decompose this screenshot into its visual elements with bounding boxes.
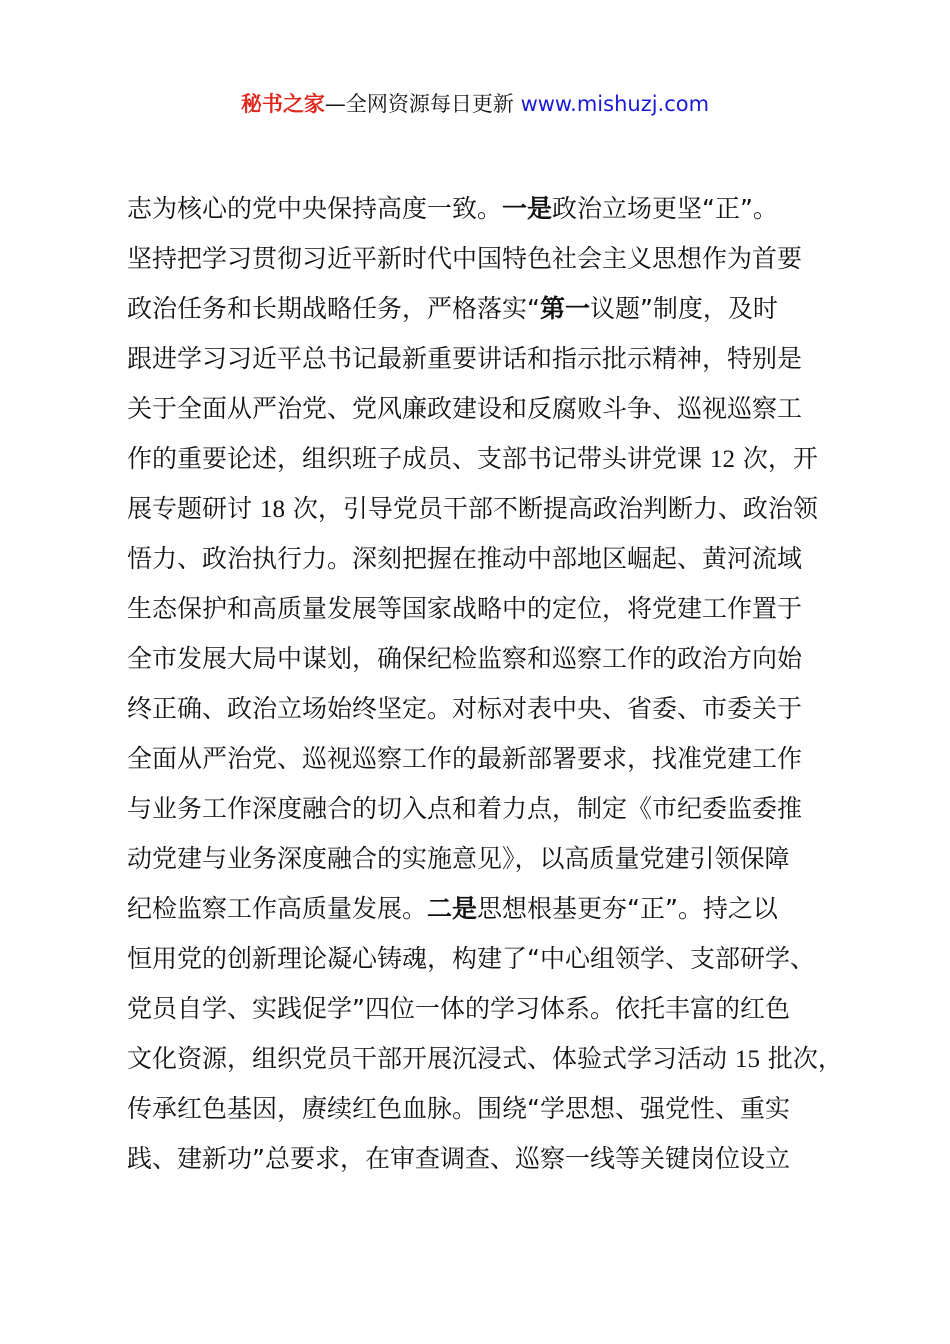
text-line	[127, 284, 847, 334]
text-segment: 终正确、政治立场始终坚定。对标对表中央、省委、市委关于	[127, 694, 803, 723]
text-segment: 志为核心的党中央保持高度一致。	[127, 194, 503, 223]
text-segment: 纪检监察工作高质量发展。	[127, 894, 428, 923]
text-segment: 传承红色基因，赓续红色血脉。围绕“学思想、强党性、重实	[127, 1094, 790, 1123]
text-segment: 批次，	[759, 1044, 843, 1073]
number-text: 15	[734, 1046, 760, 1073]
text-line	[127, 1134, 847, 1184]
text-line	[127, 984, 847, 1034]
header-brand: 秘书之家	[240, 92, 325, 116]
text-segment: 思想根基更夯“正”。持之以	[477, 894, 778, 923]
bold-text: 第一	[539, 294, 590, 323]
text-segment: 展专题研讨	[127, 494, 260, 523]
text-line	[127, 1034, 847, 1084]
text-line	[127, 1084, 847, 1134]
text-segment: 动党建与业务深度融合的实施意见》，以高质量党建引领保障	[127, 844, 790, 873]
text-segment: 政治任务和长期战略任务，严格落实“	[127, 294, 540, 323]
text-line	[127, 434, 847, 484]
text-line	[127, 884, 847, 934]
bold-text: 二是	[427, 894, 478, 923]
text-segment: 与业务工作深度融合的切入点和着力点，制定《市纪委监委推	[127, 794, 803, 823]
number-text: 18	[259, 496, 285, 523]
text-segment: 悟力、政治执行力。深刻把握在推动中部地区崛起、黄河流域	[127, 544, 803, 573]
text-segment: 生态保护和高质量发展等国家战略中的定位，将党建工作置于	[127, 594, 803, 623]
text-line	[127, 234, 847, 284]
text-segment: 全面从严治党、巡视巡察工作的最新部署要求，找准党建工作	[127, 744, 803, 773]
text-line	[127, 484, 847, 534]
text-segment: 政治立场更坚“正”。	[552, 194, 778, 223]
text-segment: 跟进学习习近平总书记最新重要讲话和指示批示精神，特别是	[127, 344, 803, 373]
page-header	[0, 89, 950, 119]
bold-text: 一是	[502, 194, 553, 223]
text-segment: 关于全面从严治党、党风廉政建设和反腐败斗争、巡视巡察工	[127, 394, 803, 423]
text-line	[127, 384, 847, 434]
text-segment: 次，开	[734, 444, 818, 473]
text-line	[127, 834, 847, 884]
text-segment: 坚持把学习贯彻习近平新时代中国特色社会主义思想作为首要	[127, 244, 803, 273]
text-line	[127, 334, 847, 384]
text-segment: 践、建新功”总要求，在审查调查、巡察一线等关键岗位设立	[127, 1144, 790, 1173]
text-line	[127, 934, 847, 984]
text-segment: 恒用党的创新理论凝心铸魂，构建了“中心组领学、支部研学、	[127, 944, 815, 973]
text-segment: 党员自学、实践促学”四位一体的学习体系。依托丰富的红色	[127, 994, 790, 1023]
text-line	[127, 534, 847, 584]
text-line	[127, 634, 847, 684]
text-segment: 作的重要论述，组织班子成员、支部书记带头讲党课	[127, 444, 710, 473]
document-body	[127, 184, 847, 1184]
text-segment: 议题”制度，及时	[589, 294, 778, 323]
text-line	[127, 684, 847, 734]
text-segment: 文化资源，组织党员干部开展沉浸式、体验式学习活动	[127, 1044, 735, 1073]
text-line	[127, 784, 847, 834]
header-url-link[interactable]: www.mishuzj.com	[520, 92, 710, 116]
text-segment: 次，引导党员干部不断提高政治判断力、政治领	[284, 494, 818, 523]
text-segment: 全市发展大局中谋划，确保纪检监察和巡察工作的政治方向始	[127, 644, 803, 673]
number-text: 12	[709, 446, 735, 473]
header-tagline: —全网资源每日更新	[324, 92, 521, 116]
text-line	[127, 734, 847, 784]
text-line	[127, 184, 847, 234]
text-line	[127, 584, 847, 634]
